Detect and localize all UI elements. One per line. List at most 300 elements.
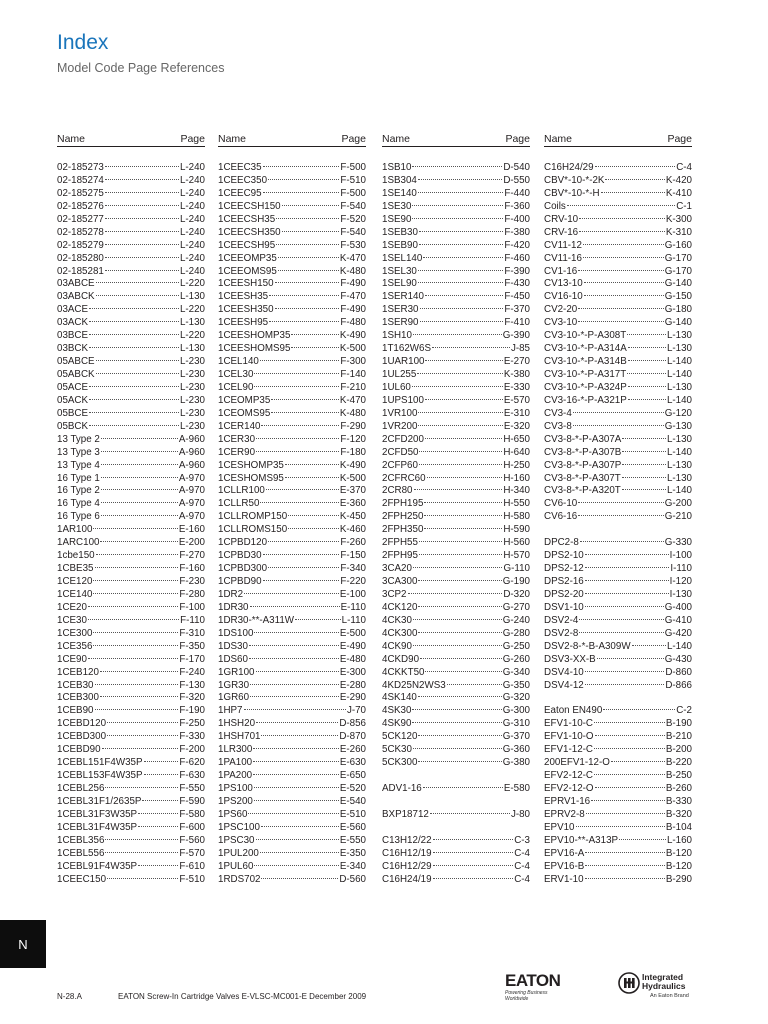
entry-model-code: 1CEBL256 bbox=[57, 783, 105, 794]
index-entry bbox=[57, 641, 205, 654]
entry-model-code: 02-185273 bbox=[57, 162, 104, 173]
entry-page-ref: F-490 bbox=[340, 304, 366, 316]
entry-model-code: 4SK140 bbox=[382, 692, 417, 704]
index-entry bbox=[218, 563, 366, 576]
index-entry bbox=[544, 278, 692, 291]
dot-leader bbox=[263, 192, 340, 193]
index-entry bbox=[57, 278, 205, 291]
index-entry bbox=[57, 796, 205, 809]
entry-page-ref: G-250 bbox=[502, 640, 530, 652]
entry-model-code: 1CEEC35 bbox=[218, 162, 262, 173]
dot-leader bbox=[100, 696, 178, 697]
entry-page-ref: L-130 bbox=[179, 343, 205, 355]
dot-leader bbox=[291, 334, 338, 335]
index-entry bbox=[382, 757, 530, 770]
dot-leader bbox=[420, 308, 504, 309]
entry-page-ref: E-490 bbox=[339, 640, 366, 652]
entry-model-code: 1VR200 bbox=[382, 420, 418, 432]
entry-model-code: 1CEOMP35 bbox=[218, 394, 271, 406]
eaton-tagline: Powering Business Worldwide bbox=[505, 990, 548, 1002]
index-entry bbox=[218, 680, 366, 693]
dot-leader bbox=[89, 412, 179, 413]
entry-model-code: 4CKD90 bbox=[382, 653, 420, 665]
index-entry bbox=[218, 874, 366, 887]
entry-model-code: 1UPS100 bbox=[382, 394, 424, 406]
dot-leader bbox=[412, 166, 502, 167]
index-column-1 bbox=[57, 133, 205, 887]
entry-page-ref: E-360 bbox=[339, 498, 366, 510]
entry-model-code: 1CER90 bbox=[218, 446, 256, 458]
entry-page-ref: G-400 bbox=[664, 601, 692, 613]
dot-leader bbox=[282, 231, 340, 232]
entry-page-ref: F-320 bbox=[179, 692, 205, 704]
entry-model-code: 1CE90 bbox=[57, 653, 87, 665]
entry-page-ref: C-4 bbox=[514, 860, 530, 872]
index-entry bbox=[382, 628, 530, 641]
index-entry bbox=[218, 654, 366, 667]
index-entry bbox=[218, 511, 366, 524]
entry-model-code: 02-185280 bbox=[57, 252, 104, 264]
index-entry bbox=[382, 356, 530, 369]
entry-page-ref: F-380 bbox=[504, 226, 530, 238]
dot-leader bbox=[423, 787, 503, 788]
index-entry bbox=[544, 563, 692, 576]
entry-page-ref: F-310 bbox=[179, 627, 205, 639]
entry-model-code: 1DS60 bbox=[218, 653, 248, 665]
index-entry bbox=[382, 473, 530, 486]
index-entry bbox=[57, 861, 205, 874]
index-entry bbox=[218, 602, 366, 615]
dot-leader bbox=[102, 748, 179, 749]
entry-page-ref: B-200 bbox=[665, 744, 692, 756]
dot-leader bbox=[95, 684, 179, 685]
entry-model-code: 1RDS702 bbox=[218, 873, 261, 885]
dot-leader bbox=[419, 554, 502, 555]
entry-page-ref: I-100 bbox=[669, 550, 692, 562]
entry-model-code: 4SK90 bbox=[382, 718, 412, 730]
dot-leader bbox=[261, 425, 339, 426]
entry-model-code: 1SH10 bbox=[382, 330, 412, 342]
dot-leader bbox=[573, 425, 664, 426]
entry-page-ref: H-640 bbox=[503, 446, 530, 458]
entry-model-code: 1CEBL153F4W35P bbox=[57, 770, 143, 782]
index-entry bbox=[57, 550, 205, 563]
entry-page-ref: K-420 bbox=[665, 174, 692, 186]
index-entry bbox=[57, 240, 205, 253]
column-header-name: Name bbox=[544, 133, 573, 145]
entry-page-ref: F-620 bbox=[179, 757, 205, 769]
dot-leader bbox=[269, 321, 339, 322]
entry-page-ref: F-500 bbox=[340, 162, 366, 173]
dot-leader bbox=[88, 606, 178, 607]
entry-page-ref: J-70 bbox=[346, 705, 366, 717]
entry-page-ref: E-330 bbox=[503, 381, 530, 393]
entry-model-code: C16H12/29 bbox=[382, 860, 432, 872]
dot-leader bbox=[254, 632, 338, 633]
ih-line-1: Integrated bbox=[642, 972, 684, 982]
index-entry bbox=[57, 809, 205, 822]
dot-leader bbox=[244, 593, 339, 594]
index-entry bbox=[544, 809, 692, 822]
index-entry bbox=[382, 835, 530, 848]
entry-page-ref: E-650 bbox=[339, 770, 366, 782]
index-entry bbox=[218, 628, 366, 641]
index-entry bbox=[218, 718, 366, 731]
dot-leader bbox=[418, 606, 501, 607]
index-entry bbox=[544, 615, 692, 628]
entry-page-ref: K-460 bbox=[339, 524, 366, 536]
dot-leader bbox=[578, 308, 664, 309]
index-spacer bbox=[544, 524, 692, 537]
index-entry bbox=[382, 421, 530, 434]
dot-leader bbox=[95, 709, 179, 710]
dot-leader bbox=[89, 321, 179, 322]
index-entry bbox=[382, 395, 530, 408]
entry-page-ref: K-490 bbox=[339, 459, 366, 471]
dot-leader bbox=[632, 645, 666, 646]
entry-page-ref: G-410 bbox=[664, 614, 692, 626]
entry-model-code: 1CEECSH350 bbox=[218, 226, 281, 238]
entry-model-code: 1CEB300 bbox=[57, 692, 99, 704]
entry-page-ref: A-970 bbox=[178, 472, 205, 484]
entry-model-code: CV6-16 bbox=[544, 511, 578, 523]
entry-model-code: 1CEBL556 bbox=[57, 847, 105, 859]
entry-page-ref: E-300 bbox=[339, 666, 366, 678]
entry-model-code: 2FPH250 bbox=[382, 511, 424, 523]
index-entry bbox=[544, 822, 692, 835]
entry-page-ref: G-130 bbox=[664, 420, 692, 432]
index-entry bbox=[218, 796, 366, 809]
index-entry bbox=[544, 369, 692, 382]
dot-leader bbox=[585, 554, 669, 555]
entry-model-code: 1DR2 bbox=[218, 588, 244, 600]
entry-page-ref: F-520 bbox=[340, 213, 366, 225]
section-tab bbox=[0, 920, 46, 968]
entry-model-code: 5CK300 bbox=[382, 757, 418, 769]
entry-page-ref: E-110 bbox=[340, 601, 366, 613]
index-entry bbox=[544, 654, 692, 667]
entry-page-ref: L-240 bbox=[179, 226, 205, 238]
entry-page-ref: G-180 bbox=[664, 304, 692, 316]
entry-page-ref: G-270 bbox=[502, 601, 530, 613]
entry-page-ref: G-390 bbox=[502, 330, 530, 342]
entry-page-ref: E-550 bbox=[339, 834, 366, 846]
dot-leader bbox=[583, 244, 664, 245]
entry-model-code: CV3-10-*-P-A314A bbox=[544, 343, 627, 355]
entry-page-ref: A-960 bbox=[178, 459, 205, 471]
index-entry bbox=[57, 473, 205, 486]
section-tab-letter: N bbox=[18, 936, 28, 952]
index-entry bbox=[57, 589, 205, 602]
entry-model-code: 05BCK bbox=[57, 420, 89, 432]
dot-leader bbox=[622, 451, 666, 452]
entry-page-ref: G-150 bbox=[664, 291, 692, 303]
dot-leader bbox=[295, 619, 341, 620]
entry-model-code: 1SEB30 bbox=[382, 226, 418, 238]
dot-leader bbox=[105, 852, 178, 853]
dot-leader bbox=[288, 528, 339, 529]
entry-model-code: 1CEESHOMP35 bbox=[218, 330, 291, 342]
dot-leader bbox=[419, 451, 502, 452]
entry-page-ref: F-150 bbox=[340, 550, 366, 562]
dot-leader bbox=[628, 399, 666, 400]
dot-leader bbox=[425, 399, 503, 400]
dot-leader bbox=[595, 787, 665, 788]
entry-model-code: CV3-10 bbox=[544, 317, 578, 329]
index-entry bbox=[544, 498, 692, 511]
dot-leader bbox=[93, 593, 178, 594]
entry-page-ref: F-230 bbox=[179, 576, 205, 587]
entry-model-code: 4CK120 bbox=[382, 601, 418, 613]
dot-leader bbox=[244, 709, 346, 710]
dot-leader bbox=[88, 619, 179, 620]
entry-page-ref: L-240 bbox=[179, 187, 205, 199]
entry-page-ref: H-560 bbox=[503, 537, 530, 549]
entry-model-code: Eaton EN490 bbox=[544, 705, 603, 717]
dot-leader bbox=[254, 865, 338, 866]
index-entry bbox=[382, 783, 530, 796]
dot-leader bbox=[260, 852, 339, 853]
entry-page-ref: F-550 bbox=[179, 783, 205, 794]
index-entry bbox=[57, 162, 205, 175]
entry-page-ref: K-490 bbox=[339, 330, 366, 342]
entry-model-code: 03ABCE bbox=[57, 278, 95, 290]
entry-page-ref: F-360 bbox=[504, 200, 530, 212]
index-entry bbox=[544, 421, 692, 434]
entry-model-code: 1CE120 bbox=[57, 576, 93, 587]
entry-page-ref: G-380 bbox=[502, 757, 530, 769]
entry-page-ref: E-270 bbox=[503, 356, 530, 368]
index-entry bbox=[544, 460, 692, 473]
index-entry bbox=[544, 201, 692, 214]
entry-model-code: 4CK300 bbox=[382, 627, 418, 639]
index-entry bbox=[382, 861, 530, 874]
entry-page-ref: E-580 bbox=[503, 783, 530, 794]
dot-leader bbox=[269, 295, 339, 296]
entry-page-ref: A-970 bbox=[178, 485, 205, 497]
entry-page-ref: E-310 bbox=[503, 407, 530, 419]
entry-model-code: 2CFP60 bbox=[382, 459, 418, 471]
entry-model-code: 02-185279 bbox=[57, 239, 104, 251]
dot-leader bbox=[579, 231, 665, 232]
dot-leader bbox=[430, 813, 510, 814]
index-entry bbox=[218, 537, 366, 550]
dot-leader bbox=[433, 865, 514, 866]
index-entry bbox=[218, 421, 366, 434]
dot-leader bbox=[96, 282, 179, 283]
dot-leader bbox=[89, 399, 179, 400]
entry-page-ref: F-390 bbox=[504, 265, 530, 277]
entry-model-code: 1CE30 bbox=[57, 614, 87, 626]
entry-page-ref: F-630 bbox=[179, 770, 205, 782]
entry-page-ref: F-270 bbox=[179, 550, 205, 562]
index-entry bbox=[218, 227, 366, 240]
index-entry bbox=[57, 537, 205, 550]
ih-brand-line: An Eaton Brand bbox=[650, 993, 689, 999]
entry-model-code: 1CEEOMS95 bbox=[218, 265, 277, 277]
entry-model-code: 1GR30 bbox=[218, 679, 250, 691]
entry-model-code: ADV1-16 bbox=[382, 783, 422, 794]
dot-leader bbox=[622, 477, 666, 478]
dot-leader bbox=[585, 865, 665, 866]
index-entry bbox=[57, 680, 205, 693]
index-entry bbox=[57, 822, 205, 835]
entry-page-ref: E-540 bbox=[339, 795, 366, 807]
index-entry bbox=[382, 343, 530, 356]
entry-model-code: 5CK30 bbox=[382, 744, 412, 756]
entry-model-code: 1CPBD30 bbox=[218, 550, 262, 562]
index-entry bbox=[57, 460, 205, 473]
entry-model-code: 2CFRC60 bbox=[382, 472, 426, 484]
entry-page-ref: I-130 bbox=[669, 588, 692, 600]
dot-leader bbox=[276, 244, 339, 245]
index-entry bbox=[218, 240, 366, 253]
dot-leader bbox=[619, 839, 666, 840]
index-entry bbox=[544, 304, 692, 317]
entry-model-code: CV3-8-*-P-A307T bbox=[544, 472, 621, 484]
entry-page-ref: G-430 bbox=[664, 653, 692, 665]
index-entry bbox=[544, 188, 692, 201]
entry-model-code: 1UL255 bbox=[382, 369, 417, 380]
dot-leader bbox=[254, 800, 339, 801]
entry-page-ref: F-370 bbox=[504, 304, 530, 316]
dot-leader bbox=[627, 334, 666, 335]
dot-leader bbox=[591, 800, 665, 801]
entry-model-code: CV3-10-*-P-A314B bbox=[544, 356, 627, 368]
entry-model-code: 03BCE bbox=[57, 330, 89, 342]
entry-page-ref: H-580 bbox=[503, 511, 530, 523]
index-column-4 bbox=[544, 133, 692, 887]
entry-model-code: 1UL60 bbox=[382, 381, 411, 393]
index-entry bbox=[544, 485, 692, 498]
index-entry bbox=[57, 356, 205, 369]
dot-leader bbox=[412, 709, 501, 710]
index-entry bbox=[218, 291, 366, 304]
dot-leader bbox=[105, 218, 179, 219]
dot-leader bbox=[250, 606, 340, 607]
entry-page-ref: K-380 bbox=[503, 369, 530, 380]
index-entry bbox=[382, 369, 530, 382]
entry-page-ref: L-240 bbox=[179, 265, 205, 277]
entry-model-code: DPC2-8 bbox=[544, 537, 579, 549]
entry-model-code: 1PUL200 bbox=[218, 847, 259, 859]
entry-model-code: 1CEL140 bbox=[218, 356, 259, 368]
entry-model-code: 2CFD50 bbox=[382, 446, 419, 458]
entry-page-ref: J-85 bbox=[510, 343, 530, 355]
index-entry bbox=[218, 201, 366, 214]
entry-page-ref: G-300 bbox=[502, 705, 530, 717]
dot-leader bbox=[271, 412, 339, 413]
entry-model-code: 1SER90 bbox=[382, 317, 419, 329]
dot-leader bbox=[594, 774, 665, 775]
index-entry bbox=[57, 382, 205, 395]
entry-model-code: DSV2-4 bbox=[544, 614, 579, 626]
entry-page-ref: G-170 bbox=[664, 252, 692, 264]
entry-model-code: 1SE90 bbox=[382, 213, 412, 225]
index-entry bbox=[57, 304, 205, 317]
entry-page-ref: E-570 bbox=[503, 394, 530, 406]
entry-page-ref: F-400 bbox=[504, 213, 530, 225]
entry-page-ref: L-140 bbox=[666, 369, 692, 380]
entry-model-code: 1CEBD90 bbox=[57, 744, 101, 756]
index-entry bbox=[544, 783, 692, 796]
index-entry bbox=[382, 485, 530, 498]
entry-page-ref: D-860 bbox=[665, 666, 692, 678]
entry-page-ref: F-350 bbox=[179, 640, 205, 652]
entry-page-ref: B-320 bbox=[665, 808, 692, 820]
integrated-hydraulics-logo-icon bbox=[618, 970, 696, 1002]
entry-page-ref: L-160 bbox=[666, 834, 692, 846]
entry-model-code: 1CE20 bbox=[57, 601, 87, 613]
entry-model-code: 1SEL90 bbox=[382, 278, 417, 290]
index-entry bbox=[382, 874, 530, 887]
entry-page-ref: G-200 bbox=[664, 498, 692, 510]
entry-model-code: 4CK90 bbox=[382, 640, 412, 652]
index-entry bbox=[382, 667, 530, 680]
entry-page-ref: L-230 bbox=[179, 420, 205, 432]
dot-leader bbox=[288, 515, 339, 516]
entry-model-code: 1GR60 bbox=[218, 692, 250, 704]
entry-page-ref: E-100 bbox=[339, 588, 366, 600]
entry-model-code: 1DR30 bbox=[218, 601, 249, 613]
entry-page-ref: F-340 bbox=[340, 563, 366, 575]
index-entry bbox=[382, 589, 530, 602]
entry-model-code: 1SEL30 bbox=[382, 265, 417, 277]
entry-model-code: 05BCE bbox=[57, 407, 89, 419]
entry-page-ref: B-190 bbox=[665, 718, 692, 730]
index-entry bbox=[382, 240, 530, 253]
dot-leader bbox=[101, 477, 178, 478]
entry-model-code: CV3-10-*-P-A324P bbox=[544, 381, 627, 393]
index-entry bbox=[382, 602, 530, 615]
dot-leader bbox=[433, 839, 514, 840]
entry-page-ref: L-130 bbox=[179, 291, 205, 303]
entry-page-ref: E-370 bbox=[339, 485, 366, 497]
entry-model-code: 1CPBD300 bbox=[218, 563, 268, 575]
dot-leader bbox=[603, 709, 675, 710]
entry-model-code: CRV-10 bbox=[544, 213, 579, 225]
entry-model-code: 1CEEC95 bbox=[218, 187, 262, 199]
entry-model-code: 1SB10 bbox=[382, 162, 412, 173]
column-header-page: Page bbox=[180, 133, 205, 145]
dot-leader bbox=[628, 360, 666, 361]
index-entry bbox=[544, 511, 692, 524]
entry-model-code: 1PA200 bbox=[218, 770, 253, 782]
entry-page-ref: I-120 bbox=[669, 576, 692, 587]
entry-model-code: 1CLLR100 bbox=[218, 485, 265, 497]
index-entry bbox=[57, 485, 205, 498]
index-entry bbox=[218, 861, 366, 874]
dot-leader bbox=[138, 813, 178, 814]
entry-page-ref: A-970 bbox=[178, 511, 205, 523]
entry-model-code: EFV1-10-C bbox=[544, 718, 593, 730]
dot-leader bbox=[105, 205, 179, 206]
entry-model-code: 16 Type 6 bbox=[57, 511, 100, 523]
entry-page-ref: L-110 bbox=[341, 614, 366, 626]
dot-leader bbox=[595, 166, 676, 167]
entry-model-code: 3CA20 bbox=[382, 563, 412, 575]
hydraulics-emblem-icon bbox=[618, 972, 640, 994]
dot-leader bbox=[578, 515, 664, 516]
dot-leader bbox=[260, 502, 338, 503]
entry-model-code: 1DS100 bbox=[218, 627, 254, 639]
entry-model-code: EPRV2-8 bbox=[544, 808, 585, 820]
entry-model-code: EPRV1-16 bbox=[544, 795, 591, 807]
dot-leader bbox=[586, 813, 665, 814]
index-entry bbox=[544, 356, 692, 369]
index-entry bbox=[544, 705, 692, 718]
entry-model-code: C16H24/19 bbox=[382, 873, 432, 885]
